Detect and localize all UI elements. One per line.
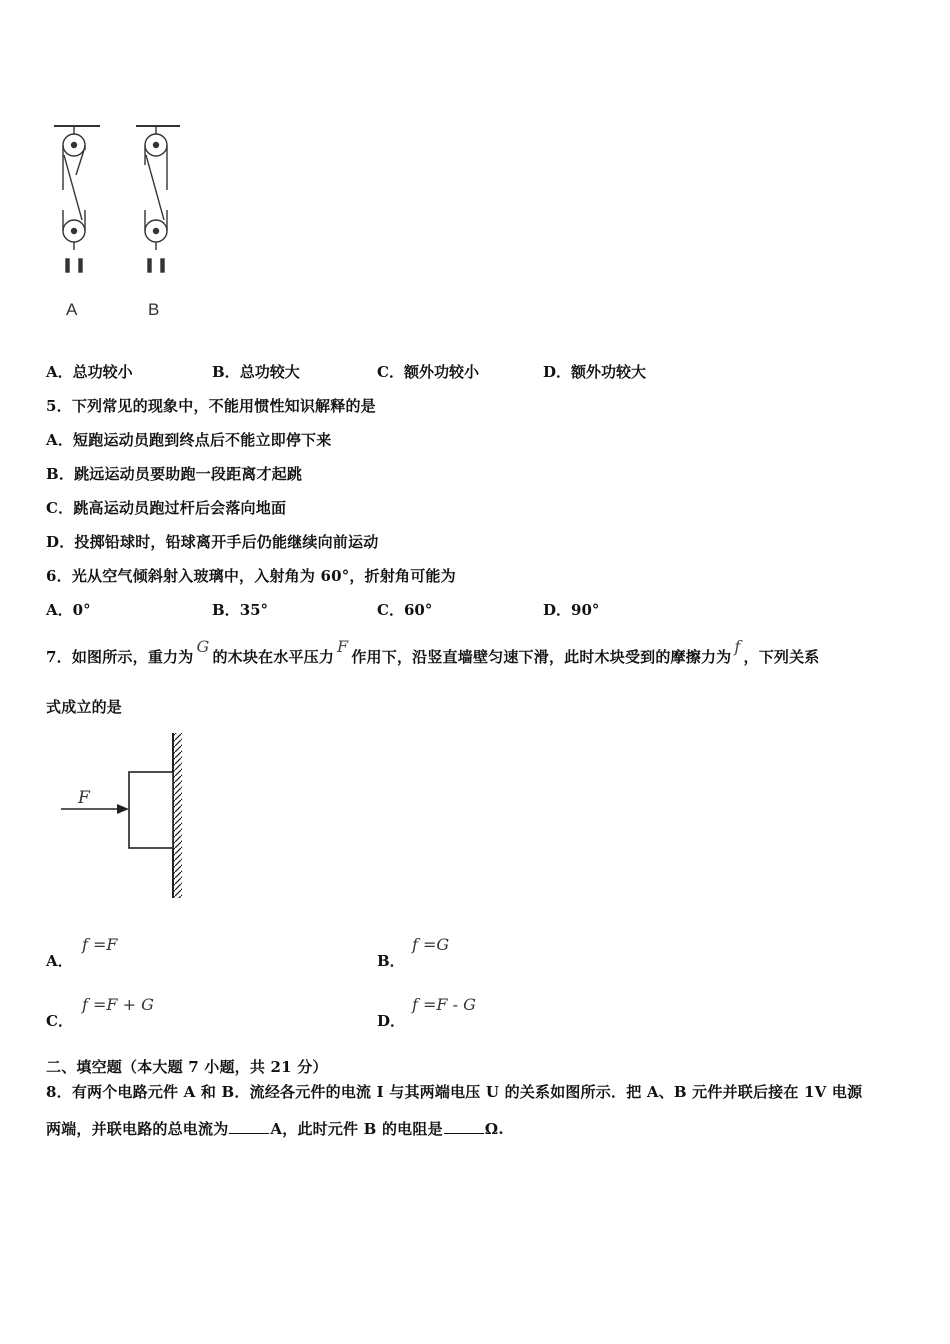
q6-option-b: B．35°: [212, 601, 269, 619]
q5-option-d: D．投掷铅球时，铅球离开手后仍能继续向前运动: [46, 533, 379, 551]
q5-stem: 5．下列常见的现象中，不能用惯性知识解释的是: [46, 397, 376, 415]
symbol-f-force: F: [337, 637, 349, 656]
symbol-g: G: [196, 637, 210, 656]
pulley-label-a: A: [66, 300, 78, 319]
pulley-system-a: [54, 126, 100, 272]
q8-blank-1[interactable]: [229, 1121, 269, 1134]
section-2-title: 二、填空题（本大题 7 小题，共 21 分）: [46, 1058, 328, 1076]
force-arrow-head: [117, 804, 129, 814]
symbol-f-friction: f: [734, 637, 741, 656]
q6-stem: 6．光从空气倾斜射入玻璃中，入射角为 60°，折射角可能为: [46, 567, 456, 585]
wall-hatch: [173, 733, 182, 898]
q7-stem-line2: 式成立的是: [46, 698, 123, 716]
q6-option-c: C．60°: [377, 601, 433, 619]
q8-line2: 两端，并联电路的总电流为 A，此时元件 B 的电阻是 Ω.: [46, 1120, 504, 1138]
q7-option-c: C．: [46, 1012, 73, 1030]
q8-blank-2[interactable]: [444, 1121, 484, 1134]
q8-line1: 8．有两个电路元件 A 和 B．流经各元件的电流 I 与其两端电压 U 的关系如图所示．把 A、B 元件并联后接在 1V 电源: [46, 1083, 863, 1101]
q5-option-b: B．跳远运动员要助跑一段距离才起跳: [46, 465, 303, 483]
q6-option-a: A．0°: [46, 601, 91, 619]
q4-option-d: D．额外功较大: [543, 363, 647, 381]
q7-option-b: B．: [377, 952, 405, 970]
q4-option-c: C．额外功较小: [377, 363, 479, 381]
q7-option-b-formula: f =G: [412, 935, 450, 954]
block-wall-figure: [55, 728, 195, 903]
force-label: F: [78, 788, 90, 808]
wooden-block: [129, 772, 173, 848]
pulley-system-b: [136, 126, 180, 272]
q4-option-a: A．总功较小: [46, 363, 133, 381]
pulley-label-b: B: [148, 300, 160, 319]
q5-option-c: C．跳高运动员跑过杆后会落向地面: [46, 499, 287, 517]
q7-option-a: A．: [46, 952, 73, 970]
pulley-figure: [40, 110, 210, 330]
q7-option-a-formula: f =F: [82, 935, 118, 954]
q7-option-d: D．: [377, 1012, 406, 1030]
q4-option-b: B．总功较大: [212, 363, 300, 381]
q6-option-d: D．90°: [543, 601, 600, 619]
q7-option-c-formula: f =F + G: [82, 995, 154, 1014]
q7-option-d-formula: f =F - G: [412, 995, 476, 1014]
q5-option-a: A．短跑运动员跑到终点后不能立即停下来: [46, 431, 332, 449]
q7-stem-line1: 7．如图所示，重力为G的木块在水平压力F作用下，沿竖直墙壁匀速下滑，此时木块受到的摩擦力为f，下列关系: [46, 637, 820, 666]
